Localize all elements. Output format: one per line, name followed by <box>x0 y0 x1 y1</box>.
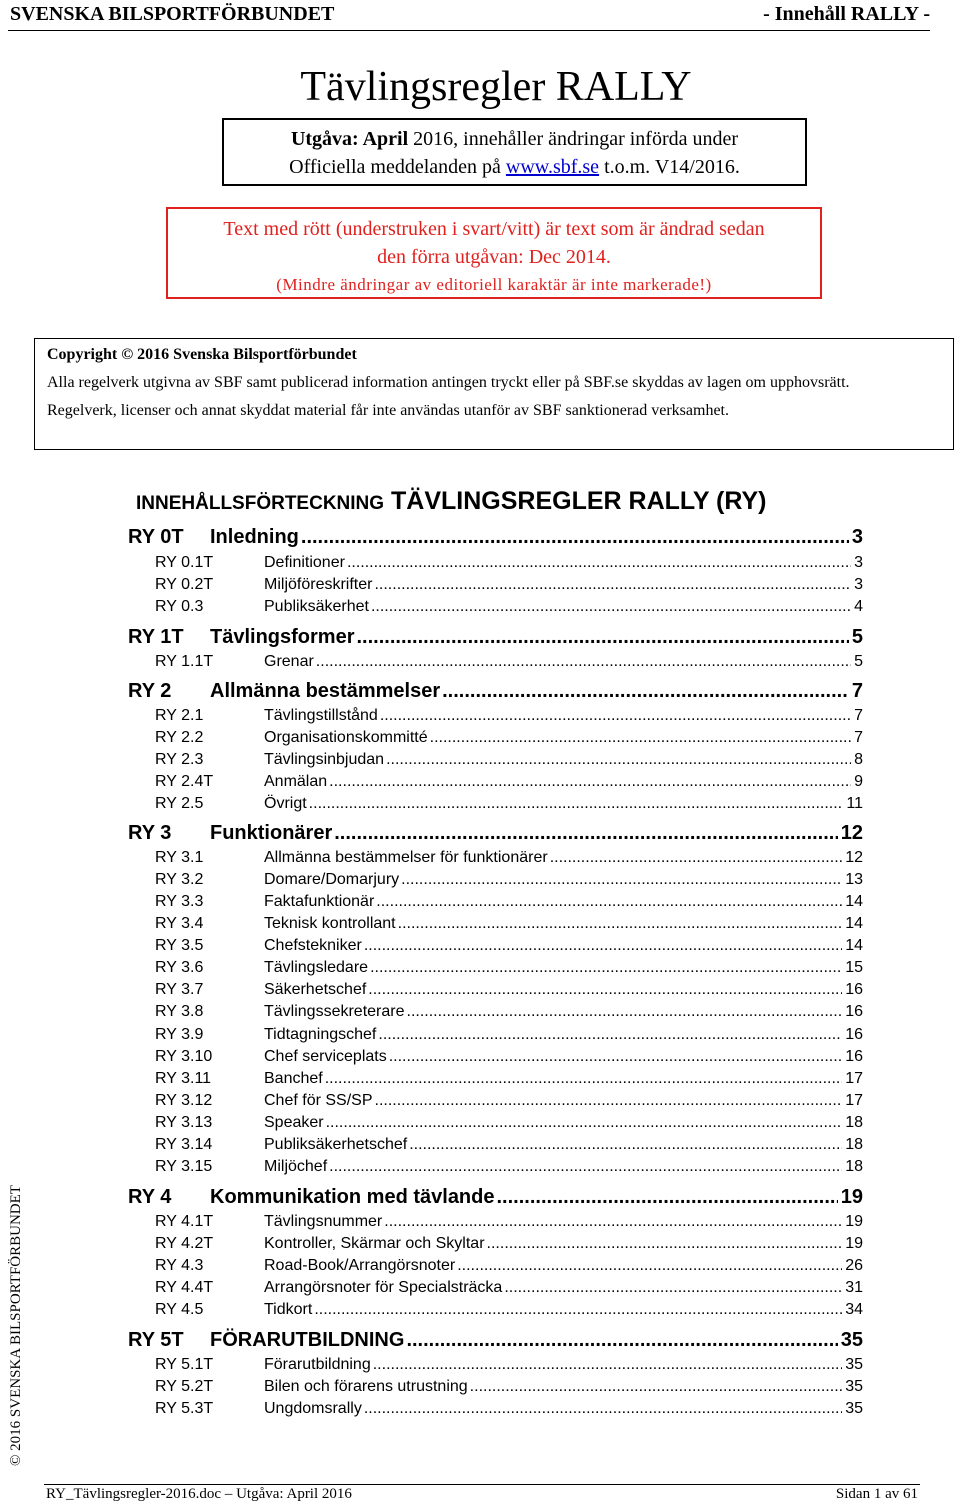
toc-entry-title: Tävlingsinbjudan <box>264 751 385 768</box>
toc-entry-title: Chefstekniker <box>264 937 362 954</box>
toc-entry-page: 35 <box>845 1400 863 1417</box>
footer-rule <box>44 1484 920 1485</box>
toc-entry-page: 16 <box>845 981 863 998</box>
header-org: SVENSKA BILSPORTFÖRBUNDET <box>10 3 335 25</box>
toc-entry-title: Tävlingsformer <box>210 626 355 648</box>
toc-entry-number: RY 0.2T <box>155 576 214 593</box>
toc-entry-title: Miljöchef <box>264 1158 328 1175</box>
toc-entry-page: 7 <box>851 680 863 702</box>
toc-entry-page: 14 <box>845 915 863 932</box>
toc-leader-dots <box>409 1136 842 1154</box>
toc-entry-page: 16 <box>845 1003 863 1020</box>
notice-line3: (Mindre ändringar av editoriell karaktär är inte markerade!) <box>276 275 712 294</box>
toc-entry-number: RY 3.1 <box>155 849 204 866</box>
toc-leader-dots <box>329 773 851 791</box>
toc-entry-title: Övrigt <box>264 795 307 812</box>
toc-entry-page: 5 <box>854 653 863 670</box>
toc-entry-number: RY 4.4T <box>155 1279 214 1296</box>
toc-entry-page: 3 <box>854 576 863 593</box>
toc-section[interactable] <box>155 1213 863 1231</box>
toc-leader-dots <box>309 795 844 813</box>
toc-entry-page: 8 <box>854 751 863 768</box>
toc-section[interactable] <box>155 1003 863 1021</box>
toc-leader-dots <box>407 1003 843 1021</box>
toc-entry-page: 18 <box>845 1158 863 1175</box>
toc-entry-title: Tävlingstillstånd <box>264 707 378 724</box>
toc-leader-dots <box>325 1070 842 1088</box>
toc-section[interactable] <box>155 795 863 813</box>
toc-leader-dots <box>373 1356 842 1374</box>
toc-entry-page: 19 <box>845 1235 863 1252</box>
toc-entry-title: Inledning <box>210 526 299 548</box>
toc-entry-number: RY 5.1T <box>155 1356 214 1373</box>
toc-leader-dots <box>370 959 842 977</box>
toc-leader-dots <box>374 576 851 594</box>
side-copyright: © 2016 SVENSKA BILSPORTFÖRBUNDET <box>8 1185 24 1466</box>
toc-entry-number: RY 3.5 <box>155 937 204 954</box>
toc-section[interactable] <box>155 1092 863 1110</box>
toc-entry-title: Chef serviceplats <box>264 1048 387 1065</box>
toc-entry-page: 13 <box>845 871 863 888</box>
toc-entry-title: Banchef <box>264 1070 323 1087</box>
toc-entry-number: RY 3.10 <box>155 1048 213 1065</box>
toc-entry-title: Funktionärer <box>210 822 333 844</box>
toc-leader-dots <box>384 1213 842 1231</box>
toc-entry-page: 17 <box>845 1092 863 1109</box>
toc-entry-page: 14 <box>845 893 863 910</box>
toc-entry-title: Tävlingssekreterare <box>264 1003 405 1020</box>
toc-entry-number: RY 2.1 <box>155 707 204 724</box>
toc-entry-title: Grenar <box>264 653 314 670</box>
toc-entry-page: 5 <box>851 626 863 648</box>
toc-section[interactable] <box>155 1070 863 1088</box>
footer-filename: RY_Tävlingsregler-2016.doc – Utgåva: April 2016 <box>46 1486 352 1502</box>
page-title: Tävlingsregler RALLY <box>300 64 692 110</box>
toc-leader-dots <box>371 598 851 616</box>
toc-entry-page: 35 <box>845 1378 863 1395</box>
toc-entry-title: Allmänna bestämmelser <box>210 680 441 702</box>
toc-entry-title: Organisationskommitté <box>264 729 428 746</box>
toc-entry-title: Road-Book/Arrangörsnoter <box>264 1257 456 1274</box>
toc-entry-page: 14 <box>845 937 863 954</box>
toc-entry-number: RY 3 <box>128 822 172 844</box>
notice-line1: Text med rött (understruken i svart/vitt) är text som är ändrad sedan <box>223 218 765 240</box>
toc-section[interactable] <box>155 653 863 671</box>
toc-entry-number: RY 3.12 <box>155 1092 213 1109</box>
toc-leader-dots <box>430 729 851 747</box>
toc-entry-number: RY 3.13 <box>155 1114 213 1131</box>
toc-leader-dots <box>442 680 849 703</box>
toc-section[interactable] <box>155 1235 863 1253</box>
toc-section[interactable] <box>155 937 863 955</box>
toc-entry-number: RY 3.15 <box>155 1158 213 1175</box>
toc-entry-number: RY 3.6 <box>155 959 204 976</box>
toc-entry-page: 19 <box>840 1186 863 1208</box>
toc-chapter[interactable] <box>128 680 863 703</box>
toc-leader-dots <box>301 526 849 549</box>
toc-entry-title: Arrangörsnoter för Specialsträcka <box>264 1279 503 1296</box>
toc-entry-title: Publiksäkerhet <box>264 598 369 615</box>
toc-entry-page: 4 <box>854 598 863 615</box>
toc-leader-dots <box>406 1329 837 1352</box>
header-section: - Innehåll RALLY - <box>763 3 930 25</box>
toc-section[interactable] <box>155 1301 863 1319</box>
toc-entry-title: Domare/Domarjury <box>264 871 400 888</box>
toc-leader-dots <box>401 871 842 889</box>
toc-entry-number: RY 2 <box>128 680 172 702</box>
copyright-line: Copyright © 2016 Svenska Bilsportförbundet <box>47 346 357 363</box>
edition-text: 2016, innehåller ändringar införda under <box>408 128 739 150</box>
toc-leader-dots <box>376 893 842 911</box>
toc-entry-page: 3 <box>851 526 863 548</box>
toc-entry-number: RY 3.3 <box>155 893 204 910</box>
toc-section[interactable] <box>155 893 863 911</box>
toc-section[interactable] <box>155 1114 863 1132</box>
toc-entry-page: 16 <box>845 1026 863 1043</box>
edition-line2-pre: Officiella meddelanden på <box>289 156 506 178</box>
toc-entry-number: RY 2.3 <box>155 751 204 768</box>
toc-entry-title: Förarutbildning <box>264 1356 371 1373</box>
toc-entry-title: Publiksäkerhetschef <box>264 1136 408 1153</box>
toc-leader-dots <box>326 1114 843 1132</box>
toc-chapter[interactable] <box>128 822 863 845</box>
toc-entry-title: Anmälan <box>264 773 328 790</box>
toc-entry-page: 18 <box>845 1136 863 1153</box>
toc-leader-dots <box>398 915 843 933</box>
toc-entry-number: RY 3.14 <box>155 1136 213 1153</box>
toc-chapter[interactable] <box>128 1329 863 1352</box>
copyright-para1: Alla regelverk utgivna av SBF samt publicerad information antingen tryckt eller på SBF.se skyddas av lagen om upphovsrätt. <box>47 374 850 391</box>
toc-entry-page: 7 <box>854 707 863 724</box>
toc-leader-dots <box>316 653 851 671</box>
edition-label: Utgåva: April <box>290 128 409 150</box>
toc-leader-dots <box>364 937 842 955</box>
toc-leader-dots <box>356 626 848 649</box>
toc-leader-dots <box>364 1400 842 1418</box>
toc-chapter[interactable] <box>128 526 863 549</box>
toc-entry-number: RY 1T <box>128 626 184 648</box>
toc-entry-page: 19 <box>845 1213 863 1230</box>
toc-section[interactable] <box>155 554 863 572</box>
toc-leader-dots <box>550 849 843 867</box>
toc-leader-dots <box>386 751 851 769</box>
toc-entry-page: 34 <box>845 1301 863 1318</box>
toc-entry-number: RY 3.2 <box>155 871 204 888</box>
copyright-para2: Regelverk, licenser och annat skyddat material får inte användas utanför av SBF sanktionerad verksamhet. <box>47 402 729 419</box>
notice-line2: den förra utgåvan: Dec 2014. <box>377 246 611 268</box>
toc-section[interactable] <box>155 1158 863 1176</box>
toc-entry-number: RY 0.3 <box>155 598 204 615</box>
toc-entry-number: RY 0.1T <box>155 554 214 571</box>
toc-section[interactable] <box>155 1378 863 1396</box>
toc-entry-page: 35 <box>840 1329 863 1351</box>
toc-entry-number: RY 5T <box>128 1329 184 1351</box>
toc-chapter[interactable] <box>128 1186 863 1209</box>
toc-section[interactable] <box>155 1279 863 1297</box>
toc-entry-title: Tidkort <box>264 1301 313 1318</box>
toc-entry-title: Bilen och förarens utrustning <box>264 1378 468 1395</box>
toc-entry-page: 7 <box>854 729 863 746</box>
toc-title-large: TÄVLINGSREGLER RALLY (RY) <box>384 487 767 515</box>
toc-entry-title: Kontroller, Skärmar och Skyltar <box>264 1235 485 1252</box>
toc-entry-number: RY 1.1T <box>155 653 214 670</box>
toc-entry-title: Allmänna bestämmelser för funktionärer <box>264 849 548 866</box>
toc-section[interactable] <box>155 871 863 889</box>
toc-entry-title: Chef för SS/SP <box>264 1092 373 1109</box>
toc-leader-dots <box>389 1048 842 1066</box>
toc-entry-title: Säkerhetschef <box>264 981 367 998</box>
toc-entry-number: RY 4.5 <box>155 1301 204 1318</box>
toc-entry-page: 26 <box>845 1257 863 1274</box>
toc-leader-dots <box>487 1235 843 1253</box>
toc-entry-number: RY 3.4 <box>155 915 204 932</box>
footer-page-count: Sidan 1 av 61 <box>835 1486 918 1502</box>
toc-entry-number: RY 2.2 <box>155 729 204 746</box>
toc-entry-title: Faktafunktionär <box>264 893 375 910</box>
toc-leader-dots <box>380 707 851 725</box>
toc-entry-page: 15 <box>845 959 863 976</box>
toc-entry-page: 12 <box>840 822 863 844</box>
toc-section[interactable] <box>155 1048 863 1066</box>
toc-entry-page: 16 <box>845 1048 863 1065</box>
toc-leader-dots <box>314 1301 842 1319</box>
toc-entry-title: Ungdomsrally <box>264 1400 362 1417</box>
toc-leader-dots <box>457 1257 842 1275</box>
toc-entry-number: RY 4 <box>128 1186 172 1208</box>
toc-section[interactable] <box>155 1356 863 1374</box>
edition-line2-post: t.o.m. V14/2016. <box>599 156 740 178</box>
toc-entry-page: 3 <box>854 554 863 571</box>
toc-section[interactable] <box>155 959 863 977</box>
toc-entry-number: RY 3.7 <box>155 981 204 998</box>
toc-leader-dots <box>375 1092 843 1110</box>
toc-entry-page: 9 <box>854 773 863 790</box>
toc-leader-dots <box>470 1378 843 1396</box>
toc-section[interactable] <box>155 1026 863 1044</box>
toc-entry-page: 35 <box>845 1356 863 1373</box>
toc-section[interactable] <box>155 707 863 725</box>
toc-entry-number: RY 5.3T <box>155 1400 214 1417</box>
toc-entry-title: Kommunikation med tävlande <box>210 1186 495 1208</box>
toc-leader-dots <box>368 981 842 999</box>
toc-leader-dots <box>347 554 851 572</box>
toc-section[interactable] <box>155 598 863 616</box>
toc-entry-number: RY 4.1T <box>155 1213 214 1230</box>
toc-leader-dots <box>378 1026 842 1044</box>
toc-leader-dots <box>497 1186 838 1209</box>
toc-entry-number: RY 4.2T <box>155 1235 214 1252</box>
toc-entry-number: RY 4.3 <box>155 1257 204 1274</box>
toc-section[interactable] <box>155 751 863 769</box>
toc-section[interactable] <box>155 915 863 933</box>
toc-entry-title: Miljöföreskrifter <box>264 576 373 593</box>
toc-chapter[interactable] <box>128 626 863 649</box>
toc-section[interactable] <box>155 981 863 999</box>
toc-entry-number: RY 2.5 <box>155 795 204 812</box>
toc-entry-page: 17 <box>845 1070 863 1087</box>
toc-leader-dots <box>329 1158 842 1176</box>
toc-entry-title: Tidtagningschef <box>264 1026 377 1043</box>
sbf-link[interactable]: www.sbf.se <box>505 156 600 178</box>
toc-entry-number: RY 5.2T <box>155 1378 214 1395</box>
toc-title-small: INNEHÅLLSFÖRTECKNING <box>136 493 385 514</box>
toc-section[interactable] <box>155 729 863 747</box>
toc-entry-title: Speaker <box>264 1114 324 1131</box>
toc-section[interactable] <box>155 1136 863 1154</box>
toc-entry-page: 31 <box>845 1279 863 1296</box>
toc-section[interactable] <box>155 849 863 867</box>
toc-section[interactable] <box>155 576 863 594</box>
toc-entry-page: 12 <box>845 849 863 866</box>
toc-leader-dots <box>334 822 838 845</box>
toc-leader-dots <box>504 1279 842 1297</box>
toc-entry-title: Tävlingsledare <box>264 959 369 976</box>
toc-section[interactable] <box>155 773 863 791</box>
toc-entry-title: Definitioner <box>264 554 345 571</box>
toc-entry-title: Tävlingsnummer <box>264 1213 383 1230</box>
toc-entry-page: 18 <box>845 1114 863 1131</box>
toc-entry-title: Teknisk kontrollant <box>264 915 396 932</box>
toc-entry-number: RY 3.8 <box>155 1003 204 1020</box>
toc-entry-title: FÖRARUTBILDNING <box>210 1329 405 1351</box>
toc-entry-number: RY 0T <box>128 526 184 548</box>
toc-entry-number: RY 3.9 <box>155 1026 204 1043</box>
toc-entry-number: RY 2.4T <box>155 773 214 790</box>
toc-entry-page: 11 <box>846 795 863 812</box>
toc-entry-number: RY 3.11 <box>155 1070 212 1087</box>
toc-section[interactable] <box>155 1400 863 1418</box>
toc-section[interactable] <box>155 1257 863 1275</box>
